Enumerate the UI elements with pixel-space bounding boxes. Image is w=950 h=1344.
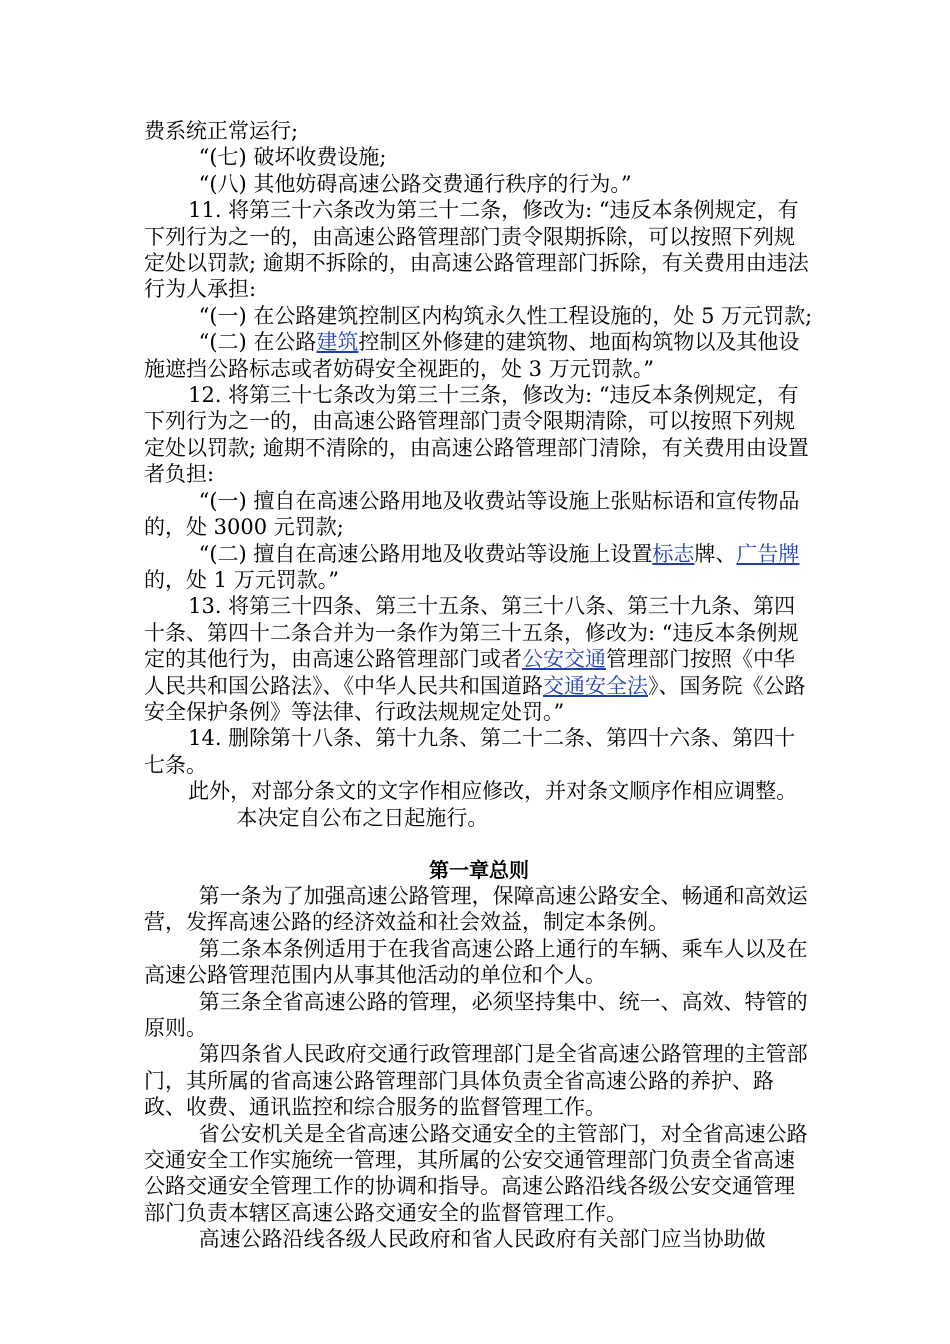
text-segment: 的，处 1 万元罚款。” bbox=[144, 567, 339, 592]
text-segment: 》、国务院《公路安全保护条例》等法律、行政法规规定处罚。” bbox=[144, 673, 806, 724]
article-4: 第四条省人民政府交通行政管理部门是全省高速公路管理的主管部门，其所属的省高速公路管理部门具体负责全省高速公路的养护、路政、收费、通讯监控和综合服务的监督管理工作。 bbox=[144, 1042, 808, 1120]
link-jiaotonganquanfa[interactable]: 交通安全法 bbox=[543, 673, 648, 698]
amendment-13 bbox=[144, 593, 814, 725]
effective-date: 本决定自公布之日起施行。 bbox=[236, 805, 489, 830]
document-body bbox=[144, 118, 814, 1253]
article-2: 第二条本条例适用于在我省高速公路上通行的车辆、乘车人以及在高速公路管理范围内从事其他活动的单位和个人。 bbox=[144, 936, 808, 988]
amendment-12: 12. 将第三十七条改为第三十三条，修改为: “违反本条例规定，有下列行为之一的，由高速公路管理部门责令限期清除，可以按照下列规定处以罚款; 逾期不清除的，由高速公路管理部门清除，有关费用由设置者负担: bbox=[144, 383, 809, 487]
text-segment: 13. 将第三十四条、第三十五条、第三十八条、第三十九条、第四十条、第四十二条合并为一条作为第三十五条，修改为: “违反本条例规定的其他行为，由高速公路管理部门或者 bbox=[144, 594, 799, 672]
chapter-title: 第一章总则 bbox=[429, 857, 529, 882]
text-segment: “(二) 在公路 bbox=[198, 330, 317, 355]
text-segment: “(二) 擅自在高速公路用地及收费站等设施上设置 bbox=[198, 541, 653, 566]
amendment-11-item-2 bbox=[144, 329, 814, 382]
link-guanggaopai[interactable]: 广告牌 bbox=[736, 541, 800, 566]
article-4-para-3: 高速公路沿线各级人民政府和省人民政府有关部门应当协助做 bbox=[198, 1227, 766, 1252]
amendment-11-item-1: “(一) 在公路建筑控制区内构筑永久性工程设施的，处 5 万元罚款; bbox=[198, 303, 813, 328]
text-segment: 管理部门按照《中华人民共和国公路法》、《中华人民共和国道路 bbox=[144, 647, 795, 698]
additional-note: 此外，对部分条文的文字作相应修改，并对条文顺序作相应调整。 bbox=[188, 779, 798, 804]
clause-7: “(七) 破坏收费设施; bbox=[198, 145, 387, 170]
link-jianzhu[interactable]: 建筑 bbox=[316, 330, 359, 355]
text-segment: 控制区外修建的建筑物、地面构筑物以及其他设施遮挡公路标志或者妨碍安全视距的，处 3 万元罚款。” bbox=[144, 330, 800, 381]
paragraph-continuation: 费系统正常运行; bbox=[144, 119, 299, 143]
text-segment: 牌、 bbox=[694, 541, 737, 566]
article-1: 第一条为了加强高速公路管理，保障高速公路安全、畅通和高效运营，发挥高速公路的经济效益和社会效益，制定本条例。 bbox=[144, 883, 808, 935]
amendment-14: 14. 删除第十八条、第十九条、第二十二条、第四十六条、第四十七条。 bbox=[144, 726, 796, 777]
amendment-11: 11. 将第三十六条改为第三十二条，修改为: “违反本条例规定，有下列行为之一的，由高速公路管理部门责令限期拆除，可以按照下列规定处以罚款; 逾期不拆除的，由高速公路管理部门拆除，有关费用由违法行为人承担: bbox=[144, 198, 809, 302]
amendment-12-item-1: “(一) 擅自在高速公路用地及收费站等设施上张贴标语和宣传物品的，处 3000 元罚款; bbox=[144, 488, 800, 540]
article-3: 第三条全省高速公路的管理，必须坚持集中、统一、高效、特管的原则。 bbox=[144, 989, 808, 1040]
link-gonganjiaotong[interactable]: 公安交通 bbox=[522, 647, 606, 672]
amendment-12-item-2 bbox=[144, 541, 814, 594]
link-biaozhi[interactable]: 标志 bbox=[652, 541, 695, 566]
clause-8: “(八) 其他妨碍高速公路交费通行秩序的行为。” bbox=[198, 171, 632, 196]
article-4-para-2: 省公安机关是全省高速公路交通安全的主管部门，对全省高速公路交通安全工作实施统一管理，其所属的公安交通管理部门负责全省高速公路交通安全管理工作的协调和指导。高速公路沿线各级公安交通管理部门负责本辖区高速公路交通安全的监督管理工作。 bbox=[144, 1121, 808, 1225]
